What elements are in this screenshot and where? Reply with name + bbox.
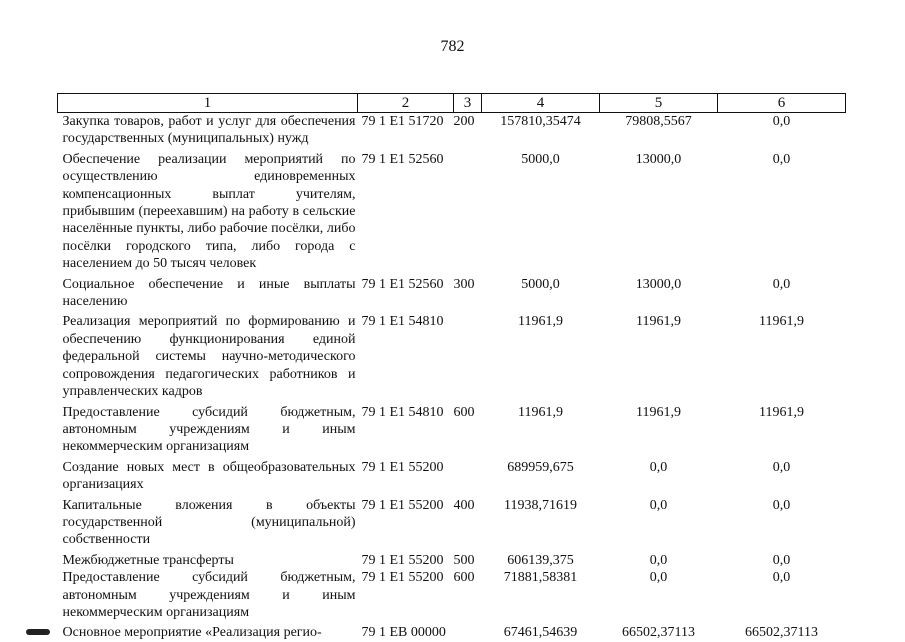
row-code: 79 1 E1 55200 — [361, 459, 444, 475]
row-value-6: 0,0 — [772, 497, 791, 513]
row-type: 400 — [453, 497, 475, 513]
row-code: 79 1 EB 00000 — [361, 625, 446, 641]
row-type: 600 — [453, 570, 475, 586]
column-header: 4 — [482, 94, 600, 113]
table-row — [58, 276, 846, 314]
row-type: 300 — [453, 276, 475, 292]
row-type: 500 — [453, 552, 475, 568]
row-value-4: 157810,35474 — [500, 114, 581, 129]
row-value-4: 689959,675 — [507, 459, 574, 475]
row-code: 79 1 E1 55200 — [361, 552, 444, 568]
row-name: Предоставление субсидий бюджетным, автономным учреждениям и иным некоммерческим организациям — [62, 570, 356, 620]
row-name: Создание новых мест в общеобразовательных организациях — [62, 459, 356, 493]
table-row — [58, 552, 846, 569]
row-name: Социальное обеспечение и иные выплаты населению — [62, 276, 356, 310]
row-value-6: 0,0 — [772, 570, 791, 586]
row-name: Межбюджетные трансферты — [62, 552, 234, 568]
row-value-5: 11961,9 — [636, 404, 681, 420]
row-value-5: 66502,37113 — [622, 625, 695, 641]
row-value-5: 0,0 — [649, 552, 668, 568]
row-value-6: 66502,37113 — [745, 625, 818, 641]
row-value-5: 0,0 — [649, 459, 668, 475]
row-value-6: 11961,9 — [759, 314, 804, 330]
row-value-6: 0,0 — [772, 114, 791, 129]
row-value-4: 606139,375 — [507, 552, 574, 568]
scan-mark — [26, 629, 50, 635]
table-row — [58, 151, 846, 276]
row-value-6: 0,0 — [772, 276, 791, 292]
row-type: 200 — [453, 114, 475, 129]
row-value-4: 71881,58381 — [503, 570, 578, 586]
column-header: 1 — [58, 94, 358, 113]
row-name: Закупка товаров, работ и услуг для обеспечения государственных (муниципальных) нужд — [62, 114, 356, 147]
row-type — [454, 313, 482, 403]
row-value-6: 11961,9 — [759, 404, 804, 420]
row-value-4: 5000,0 — [521, 276, 560, 292]
row-type: 600 — [453, 404, 475, 420]
row-value-4: 5000,0 — [521, 151, 560, 167]
row-type — [454, 151, 482, 276]
table-row — [58, 404, 846, 459]
row-name: Основное мероприятие «Реализация регио- — [62, 625, 322, 641]
row-value-5: 79808,5567 — [625, 114, 692, 129]
table-row — [58, 313, 846, 403]
row-type — [454, 624, 482, 641]
page-number: 782 — [440, 38, 465, 55]
budget-table — [57, 93, 846, 642]
row-value-5: 13000,0 — [635, 276, 682, 292]
column-header: 5 — [600, 94, 718, 113]
row-code: 79 1 E1 52560 — [361, 151, 444, 167]
row-code: 79 1 E1 54810 — [361, 404, 444, 420]
row-name: Предоставление субсидий бюджетным, автономным учреждениям и иным некоммерческим организациям — [62, 404, 356, 455]
column-header: 6 — [718, 94, 846, 113]
row-value-5: 0,0 — [649, 570, 668, 586]
row-name: Обеспечение реализации мероприятий по осуществлению единовременных компенсационных выплат учителям, прибывшим (переехавшим) на работу в сельские населённые пункты, либо рабочие посёлки, либо посёлки городского типа, либо города с населением до 50 тысяч человек — [62, 151, 356, 272]
row-value-4: 11938,71619 — [504, 497, 577, 513]
row-value-6: 0,0 — [772, 151, 791, 167]
row-type — [454, 459, 482, 497]
table-row — [58, 497, 846, 552]
row-code: 79 1 E1 55200 — [361, 570, 444, 586]
row-code: 79 1 E1 51720 — [361, 114, 444, 129]
row-code: 79 1 E1 52560 — [361, 276, 444, 292]
table-row — [58, 113, 846, 151]
column-header: 2 — [358, 94, 454, 113]
row-value-6: 0,0 — [772, 459, 791, 475]
column-header: 3 — [454, 94, 482, 113]
row-name: Реализация мероприятий по формированию и обеспечению функционирования единой федеральной системы научно-методического сопровождения педагогических работников и управленческих кадров — [62, 314, 356, 400]
row-value-4: 67461,54639 — [503, 625, 578, 641]
row-value-5: 11961,9 — [636, 314, 681, 330]
table-header-row — [58, 94, 846, 113]
row-value-4: 11961,9 — [518, 314, 563, 330]
table-row — [58, 569, 846, 624]
row-code: 79 1 E1 54810 — [361, 314, 444, 330]
row-value-5: 13000,0 — [635, 151, 682, 167]
row-value-5: 0,0 — [649, 497, 668, 513]
table-row — [58, 459, 846, 497]
table-row — [58, 624, 846, 641]
row-name: Капитальные вложения в объекты государственной (муниципальной) собственности — [62, 497, 356, 548]
row-code: 79 1 E1 55200 — [361, 497, 444, 513]
row-value-6: 0,0 — [772, 552, 791, 568]
row-value-4: 11961,9 — [518, 404, 563, 420]
